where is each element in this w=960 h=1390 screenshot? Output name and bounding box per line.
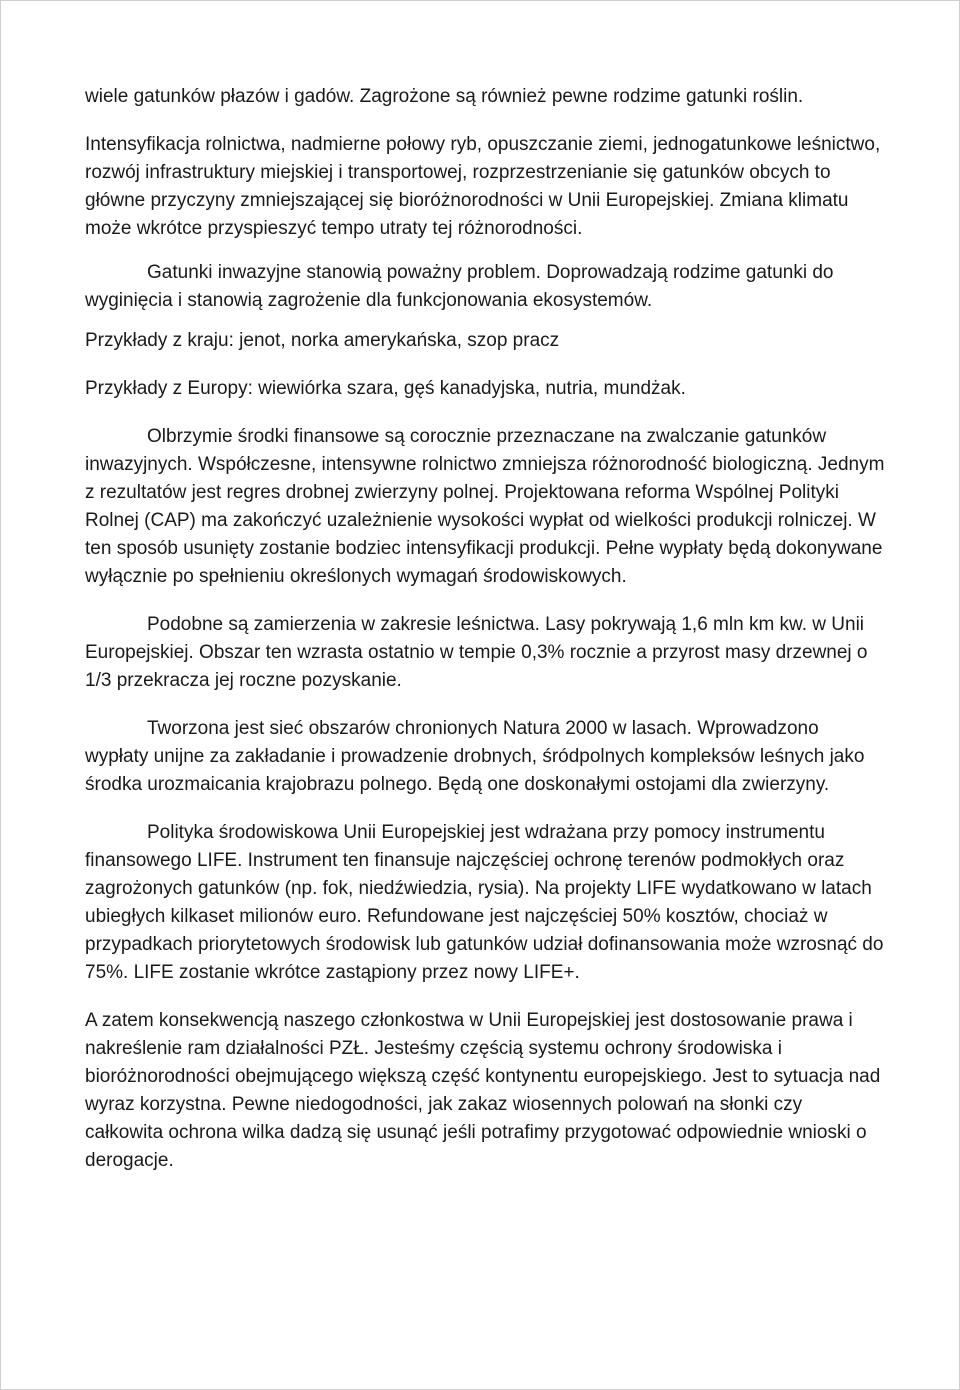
paragraph-1: wiele gatunków płazów i gadów. Zagrożone są również pewne rodzime gatunki roślin. [85, 86, 804, 107]
paragraph-5: Przykłady z Europy: wiewiórka szara, gęś kanadyjska, nutria, mundżak. [85, 378, 686, 399]
paragraph-2: Intensyfikacja rolnictwa, nadmierne połowy ryb, opuszczanie ziemi, jednogatunkowe leśnictwo, rozwój infrastruktury miejskiej i transportowej, rozprzestrzenianie się gatunków obcych to główne przyczyny zmniejszającej się bioróżnorodności w Unii Europejskiej. Zmiana klimatu może wkrótce przyspieszyć tempo utraty tej różnorodności. [85, 134, 881, 239]
paragraph-10: A zatem konsekwencją naszego członkostwa w Unii Europejskiej jest dostosowanie prawa i nakreślenie ram działalności PZŁ. Jesteśmy częścią systemu ochrony środowiska i bioróżnorodności obejmującego większą część kontynentu europejskiego. Jest to sytuacja nad wyraz korzystna. Pewne niedogodności, jak zakaz wiosennych polowań na słonki czy całkowita ochrona wilka dadzą się usunąć jeśli potrafimy przygotować odpowiednie wnioski o derogacje. [85, 1010, 881, 1171]
paragraph-9: Polityka środowiskowa Unii Europejskiej jest wdrażana przy pomocy instrumentu finansowego LIFE. Instrument ten finansuje najczęściej ochronę terenów podmokłych oraz zagrożonych gatunków (np. fok, niedźwiedzia, rysia). Na projekty LIFE wydatkowano w latach ubiegłych kilkaset milionów euro. Refundowane jest najczęściej 50% kosztów, chociaż w przypadkach priorytetowych środowisk lub gatunków udział dofinansowania może wzrosnąć do 75%. LIFE zostanie wkrótce zastąpiony przez nowy LIFE+. [85, 822, 884, 983]
paragraph-8: Tworzona jest sieć obszarów chronionych Natura 2000 w lasach. Wprowadzono wypłaty unijne za zakładanie i prowadzenie drobnych, śródpolnych kompleksów leśnych jako środka urozmaicania krajobrazu polnego. Będą one doskonałymi ostojami dla zwierzyny. [85, 718, 865, 795]
document-body [85, 83, 885, 1175]
paragraph-3: Gatunki inwazyjne stanowią poważny problem. Doprowadzają rodzime gatunki do wyginięcia i stanowią zagrożenie dla funkcjonowania ekosystemów. [85, 262, 834, 311]
paragraph-4: Przykłady z kraju: jenot, norka amerykańska, szop pracz [85, 330, 560, 351]
paragraph-6: Olbrzymie środki finansowe są corocznie przeznaczane na zwalczanie gatunków inwazyjnych. Współczesne, intensywne rolnictwo zmniejsza różnorodność biologiczną. Jednym z rezultatów jest regres drobnej zwierzyny polnej. Projektowana reforma Wspólnej Polityki Rolnej (CAP) ma zakończyć uzależnienie wysokości wypłat od wielkości produkcji rolniczej. W ten sposób usunięty zostanie bodziec intensyfikacji produkcji. Pełne wypłaty będą dokonywane wyłącznie po spełnieniu określonych wymagań środowiskowych. [85, 426, 885, 587]
paragraph-7: Podobne są zamierzenia w zakresie leśnictwa. Lasy pokrywają 1,6 mln km kw. w Unii Europejskiej. Obszar ten wzrasta ostatnio w tempie 0,3% rocznie a przyrost masy drzewnej o 1/3 przekracza jej roczne pozyskanie. [85, 614, 868, 691]
